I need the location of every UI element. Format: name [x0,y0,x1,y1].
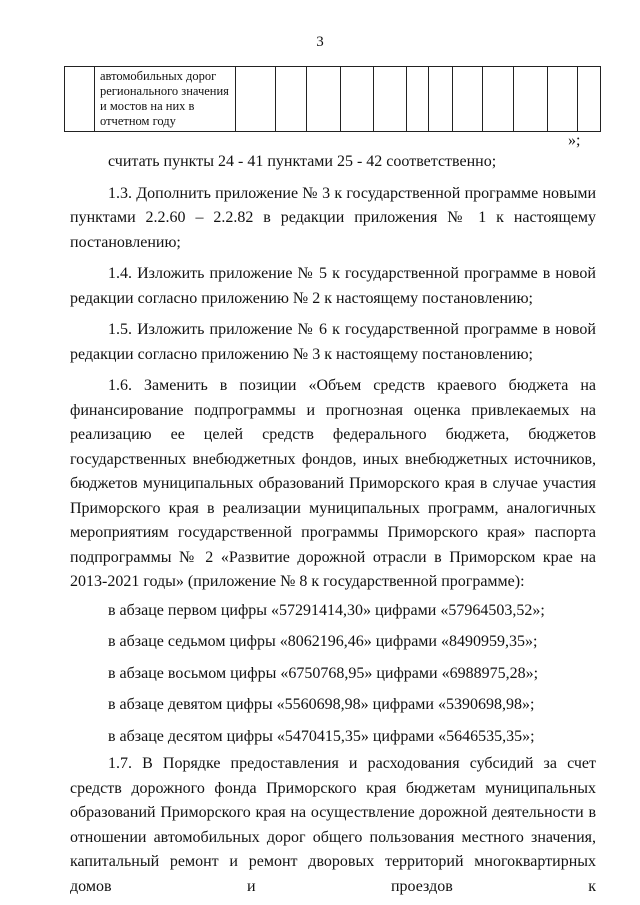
table-row [65,67,601,132]
table-cell-empty [65,67,95,132]
paragraph-1-7: 1.7. В Порядке предоставления и расходования субсидий за счет средств дорожного фонда Приморского края бюджетам муниципальных образований Приморского края на осуществление дорожной деятельности в отношении автомобильных дорог общего пользования местного значения, капитальный ремонт и ремонт дворовых территорий многоквартирных домов и проездов к [70,755,596,895]
table-cell-empty [236,67,276,132]
list-item-sub-3: в абзаце восьмом цифры «6750768,95» цифрами «6988975,28»; [108,664,539,682]
table-cell-empty [514,67,548,132]
paragraph-1-3: 1.3. Дополнить приложение № 3 к государственной программе новыми пунктами 2.2.60 – 2.2.82 в редакции приложения № 1 к настоящему постановлению; [70,184,596,251]
paragraph-1-4: 1.4. Изложить приложение № 5 к государственной программе в новой редакции согласно приложению № 2 к настоящему постановлению; [70,265,596,307]
quote-close: »; [568,132,581,149]
list-item-sub-1: в абзаце первом цифры «57291414,30» цифрами «57964503,52»; [108,601,545,619]
table-cell-empty [341,67,374,132]
paragraph-intro: считать пункты 24 - 41 пунктами 25 - 42 соответственно; [108,153,497,170]
table-cell-empty [578,67,601,132]
table-cell-empty [374,67,407,132]
list-item-sub-5: в абзаце десятом цифры «5470415,35» цифрами «5646535,35»; [108,727,535,745]
table-cell-empty [407,67,429,132]
list-item-sub-2: в абзаце седьмом цифры «8062196,46» цифрами «8490959,35»; [108,633,538,650]
table-cell-empty [548,67,578,132]
table-cell-label: автомобильных дорог регионального значения и мостов на них в отчетном году [95,67,236,132]
paragraph-1-5: 1.5. Изложить приложение № 6 к государственной программе в новой редакции согласно приложению № 3 к настоящему постановлению; [70,321,596,363]
table-cell-empty [453,67,483,132]
document-body [70,150,596,899]
table-cell-empty [483,67,514,132]
list-item-sub-4: в абзаце девятом цифры «5560698,98» цифрами «5390698,98»; [108,696,535,713]
page-number: 3 [316,34,324,50]
paragraph-1-6: 1.6. Заменить в позиции «Объем средств краевого бюджета на финансирование подпрограммы и прогнозная оценка привлекаемых на реализацию ее целей средств федерального бюджета, бюджетов государственных внебюджетных фондов, иных внебюджетных источников, бюджетов муниципальных образований Приморского края в случае участия Приморского края в реализации муниципальных программ, аналогичных мероприятиям государственной программы Приморского края» паспорта подпрограммы № 2 «Развитие дорожной отрасли в Приморском крае на 2013-2021 годы» (приложение № 8 к государственной программе): [70,377,596,590]
table-cell-empty [307,67,341,132]
table-cell-empty [429,67,453,132]
table-fragment [64,66,601,132]
table-cell-empty [276,67,307,132]
